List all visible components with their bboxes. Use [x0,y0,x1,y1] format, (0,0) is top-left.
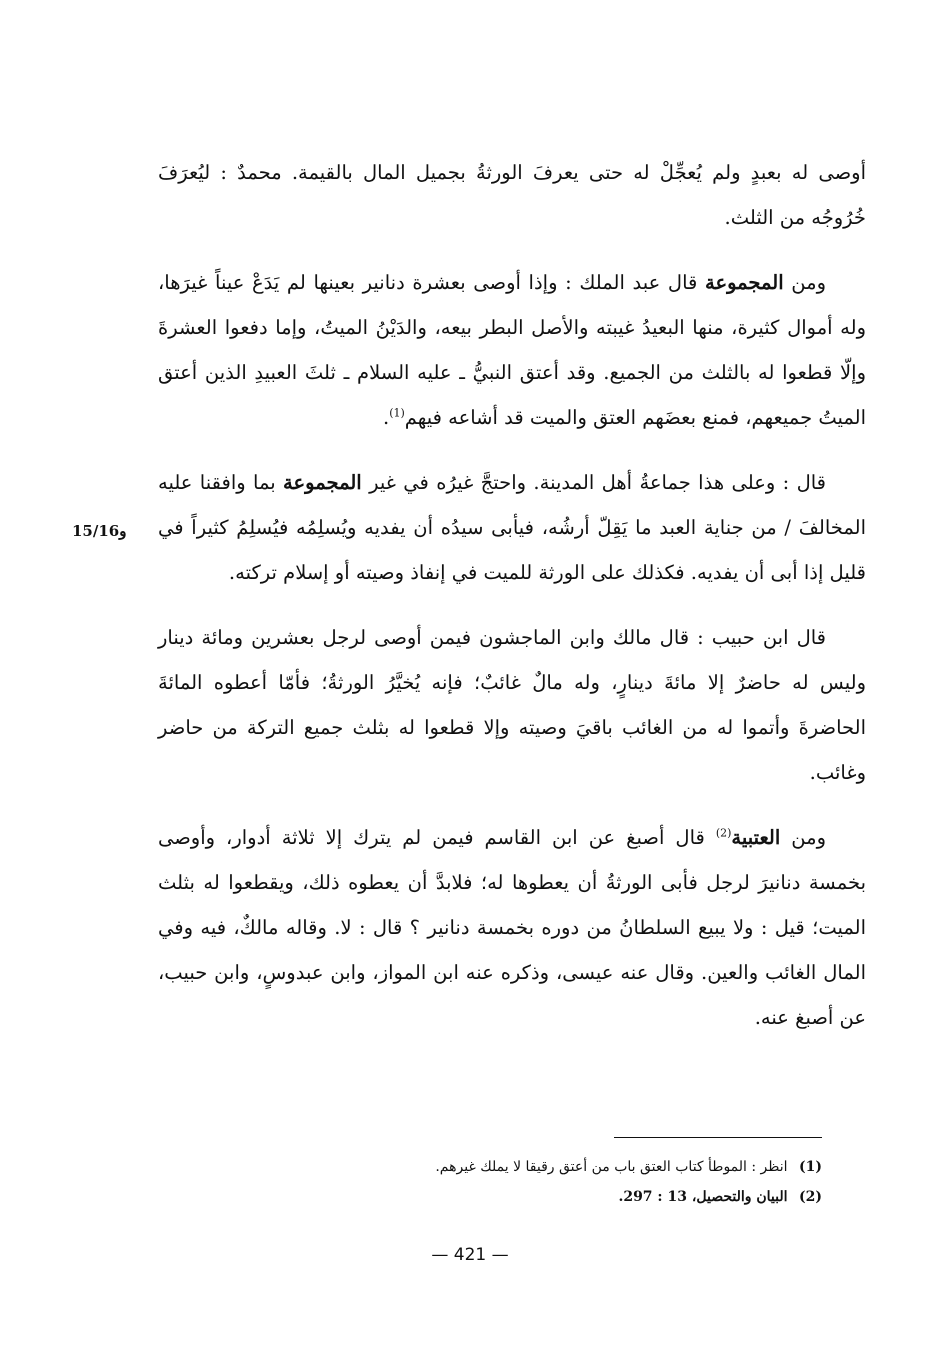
folio-margin-note: 15/16و [72,522,127,540]
text-segment: . [382,406,390,429]
page-number: — 421 — [431,1245,509,1265]
footnote-number: (1) [799,1159,822,1175]
paragraph [158,260,866,440]
text-segment: بما وافقنا عليه المخالفَ / من جناية العبد ما يَقِلّ أرشُه، فيأبى سيدُه أن يفديه ويُسلِمُه فيُسلِمُ كثيراً في قليل إذا أبى أن يفديه. فكذلك على الورثة للميت في إنفاذ وصيته أو إسلام تركته. [158,471,866,584]
text-segment: أوصى له بعبدٍ ولم يُعجِّلْ له حتى يعرفَ الورثةُ بجميل المال بالقيمة. محمدٌ : ليُعرَفَ خُرُوجُه من الثلث. [158,161,866,229]
text-segment: قال عبد الملك : وإذا أوصى بعشرة دنانير بعينها لم يَدَعْ عيناً غيرَها، وله أموال كثيرة، منها البعيدُ غيبته والأصل البطر بيعه، والدَيْنُ الميتُ، وإما دفعوا العشرةَ وإلّا قطعوا له بالثلث من الجميع. وقد أعتق النبيُّ ـ عليه السلام ـ ثلثَ العبيدِ الذين أعتق الميتُ جميعهم، فمنع بعضَهم العتق والميت قد أشاعه فيهم [158,271,866,429]
source-title: المجموعة [704,271,784,294]
text-segment: ومن [783,271,827,294]
source-title: المجموعة [283,471,362,494]
paragraph [158,615,866,795]
footnote-text: انظر : الموطأ كتاب العتق باب من أعتق رقيقا لا يملك غيرهم. [435,1159,788,1175]
footnote-ref: (1) [389,406,405,420]
text-segment: ومن [780,826,826,849]
source-title: العتبية [731,826,781,849]
footnote-2 [340,1182,822,1212]
paragraph [158,815,866,1040]
footnotes [340,1152,822,1212]
text-segment: قال أصبغ عن ابن القاسم فيمن لم يترك إلا ثلاثة أدوار، وأوصى بخمسة دنانيرَ لرجل فأبى الورثةُ أن يعطوها له؛ فلابدَّ أن يعطوه ذلك، ويقطعوا له بثلث الميت؛ قيل : ولا يبيع السلطانُ من دوره بخمسة دنانير ؟ قال : لا. وقاله مالكٌ، فيه وفي المال الغائب والعين. وقال عنه عيسى، وذكره عنه ابن المواز، وابن عبدوسٍ، وابن حبيب، عن أصبغ عنه. [158,826,866,1029]
text-segment: قال ابن حبيب : قال مالك وابن الماجشون فيمن أوصى لرجل بعشرين ومائة دينار وليس له حاضرٌ إلا مائةَ دينارٍ، وله مالٌ غائبٌ؛ فإنه يُخيَّرُ الورثةُ؛ فأمّا أعطوه المائةَ الحاضرةَ وأتموا له من الغائب باقيَ وصيته وإلا قطعوا له بثلث جميع التركة من حاضر وغائب. [158,626,866,784]
paragraph [158,150,866,240]
paragraph [158,460,866,595]
footnote-1 [340,1152,822,1182]
body-text [158,150,866,1060]
footnote-separator [614,1137,822,1138]
footnote-number: (2) [799,1189,822,1205]
text-segment: قال : وعلى هذا جماعةُ أهل المدينة. واحتجَّ غيرُه في غير [361,471,826,494]
footnote-text: البيان والتحصيل، 13 : 297. [618,1189,788,1205]
footnote-ref: (2) [715,826,732,840]
